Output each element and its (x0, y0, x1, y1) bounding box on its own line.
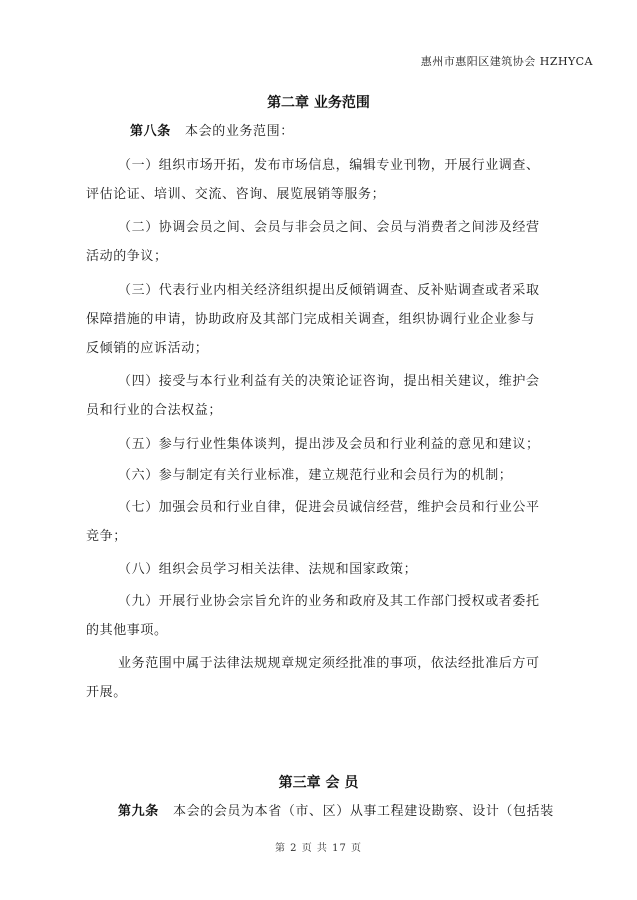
item-3-line-1: （三）代表行业内相关经济组织提出反倾销调查、反补贴调查或者采取 (118, 283, 540, 298)
item-7-line-2: 竞争； (86, 529, 127, 544)
chapter-2-title: 第二章 业务范围 (267, 95, 370, 111)
item-1-line-2: 评估论证、培训、交流、咨询、展览展销等服务； (86, 187, 386, 202)
item-2-line-1: （二）协调会员之间、会员与非会员之间、会员与消费者之间涉及经营 (118, 220, 540, 235)
document-header: 惠州市惠阳区建筑协会 HZHYCA (420, 55, 593, 68)
article-9-text: 本会的会员为本省（市、区）从事工程建设勘察、设计（包括装 (173, 804, 554, 819)
item-9-line-1: （九）开展行业协会宗旨允许的业务和政府及其工作部门授权或者委托 (118, 594, 540, 609)
item-7-line-1: （七）加强会员和行业自律，促进会员诚信经营，维护会员和行业公平 (118, 500, 540, 515)
article-9-label: 第九条 (118, 804, 159, 819)
item-3-line-3: 反倾销的应诉活动； (86, 341, 209, 356)
article-8-heading (130, 117, 294, 147)
item-8-line-1: （八）组织会员学习相关法律、法规和国家政策； (118, 562, 418, 577)
article-8-intro: 本会的业务范围： (185, 124, 294, 139)
closing-line-2: 开展。 (86, 685, 127, 700)
chapter-3-title: 第三章 会 员 (278, 775, 359, 791)
article-8-label: 第八条 (130, 124, 171, 139)
item-4-line-1: （四）接受与本行业利益有关的决策论证咨询，提出相关建议，维护会 (118, 374, 540, 389)
item-2-line-2: 活动的争议； (86, 249, 168, 264)
article-9-heading (118, 797, 554, 827)
item-6-line-1: （六）参与制定有关行业标准，建立规范行业和会员行为的机制； (118, 468, 513, 483)
closing-line-1: 业务范围中属于法律法规规章规定须经批准的事项，依法经批准后方可 (118, 656, 540, 671)
item-9-line-2: 的其他事项。 (86, 623, 168, 638)
item-5-line-1: （五）参与行业性集体谈判，提出涉及会员和行业利益的意见和建议； (118, 437, 540, 452)
page-number: 第 2 页 共 17 页 (275, 843, 362, 854)
item-1-line-1: （一）组织市场开拓，发布市场信息，编辑专业刊物，开展行业调查、 (118, 158, 540, 173)
item-4-line-2: 员和行业的合法权益； (86, 403, 223, 418)
item-3-line-2: 保障措施的申请，协助政府及其部门完成相关调查，组织协调行业企业参与 (86, 312, 535, 327)
